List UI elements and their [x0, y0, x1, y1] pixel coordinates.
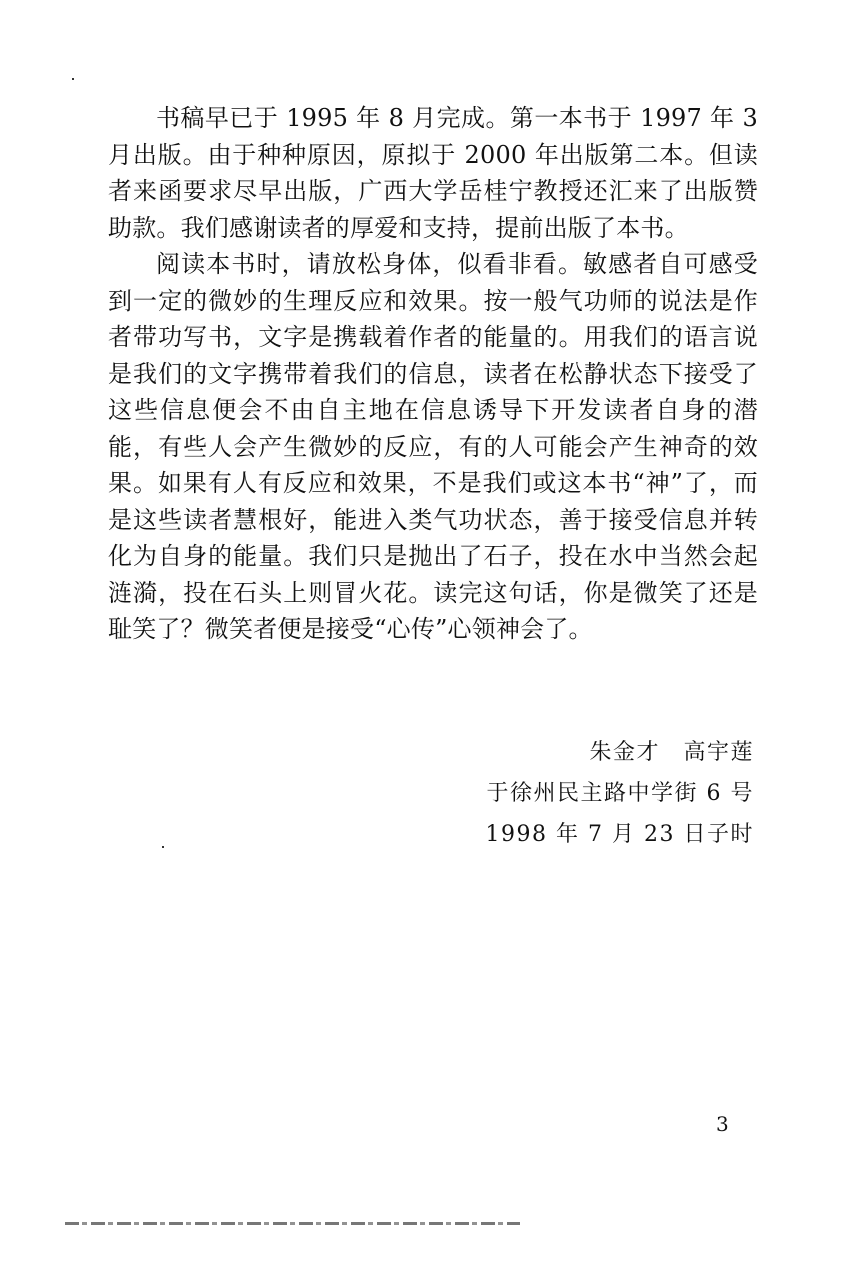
scan-artifact-strip	[65, 1222, 520, 1225]
page-number: 3	[716, 1112, 729, 1136]
signature-place: 于徐州民主路中学街 6 号	[486, 781, 754, 806]
signature-date: 1998 年 7 月 23 日子时	[485, 822, 754, 847]
body-text	[108, 100, 758, 648]
paragraph-1: 书稿早已于 1995 年 8 月完成。第一本书于 1997 年 3 月出版。由于种种原因，原拟于 2000 年出版第二本。但读者来函要求尽早出版，广西大学岳桂宁教授还汇来了出版赞助款。我们感谢读者的厚爱和支持，提前出版了本书。	[108, 104, 758, 242]
scan-speck	[162, 846, 164, 848]
signature-authors: 朱金才 高宇莲	[589, 740, 754, 765]
paragraph-2: 阅读本书时，请放松身体，似看非看。敏感者自可感受到一定的微妙的生理反应和效果。按一般气功师的说法是作者带功写书，文字是携载着作者的能量的。用我们的语言说是我们的文字携带着我们的信息，读者在松静状态下接受了这些信息便会不由自主地在信息诱导下开发读者自身的潜能，有些人会产生微妙的反应，有的人可能会产生神奇的效果。如果有人有反应和效果，不是我们或这本书“神”了，而是这些读者慧根好，能进入类气功状态，善于接受信息并转化为自身的能量。我们只是抛出了石子，投在水中当然会起涟漪，投在石头上则冒火花。读完这句话，你是微笑了还是耻笑了？微笑者便是接受“心传”心领神会了。	[108, 250, 758, 643]
signature-block	[486, 732, 754, 855]
scan-speck	[72, 78, 74, 80]
